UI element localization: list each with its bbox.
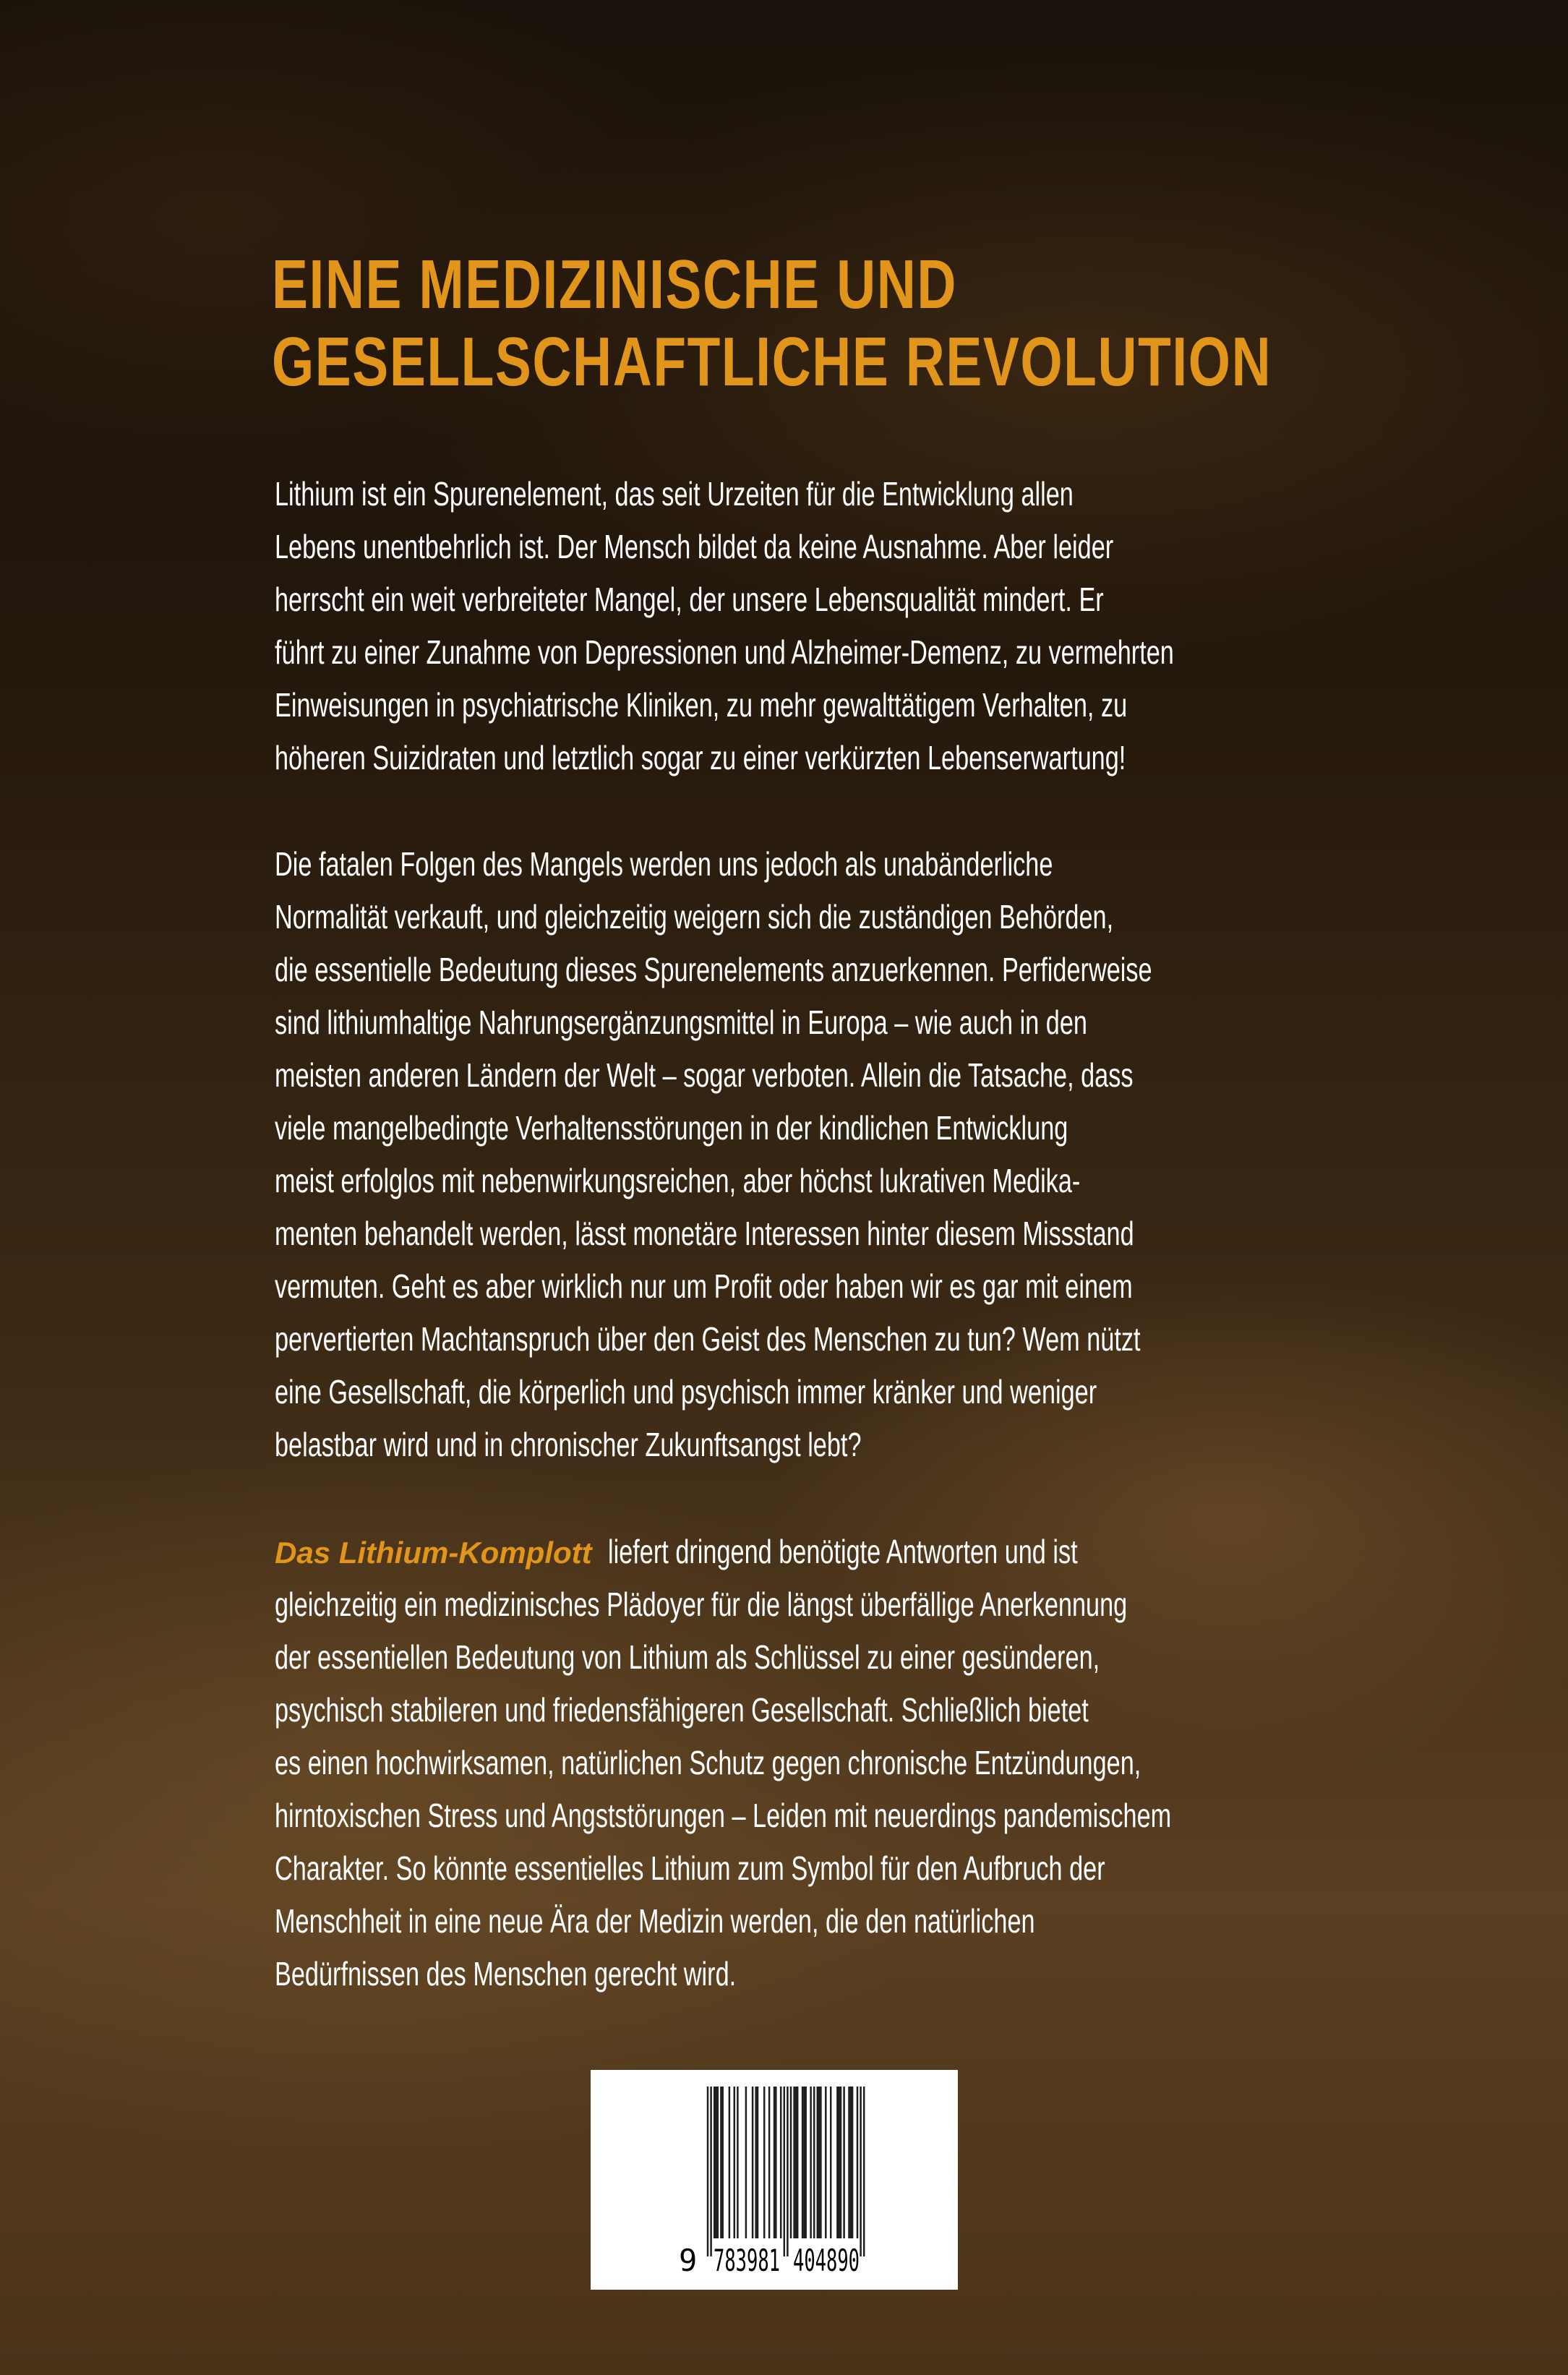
paragraph-intro: [275, 468, 1482, 784]
barcode-bar: [857, 2087, 859, 2238]
paragraph-line: pervertierten Machtanspruch über den Geist des Menschen zu tun? Wem nützt: [275, 1320, 1141, 1358]
paragraph-line: Die fatalen Folgen des Mangels werden uns jedoch als unabänderliche: [275, 845, 1053, 883]
barcode-bar: [830, 2087, 832, 2238]
barcode-digits-right: 404890: [793, 2243, 860, 2278]
barcode-bar: [810, 2087, 812, 2238]
paragraph-line: [275, 1525, 1478, 1578]
heading-line: EINE MEDIZINISCHE UND: [272, 246, 958, 323]
paragraph-line: Einweisungen in psychiatrische Kliniken, zu mehr gewalttätigem Verhalten, zu: [275, 686, 1128, 724]
barcode-bar: [720, 2087, 722, 2238]
paragraph-line: sind lithiumhaltige Nahrungsergänzungsmittel in Europa – wie auch in den: [275, 1004, 1087, 1041]
barcode-bar: [737, 2087, 739, 2238]
barcode-bar: [787, 2087, 789, 2256]
paragraph-line: der essentiellen Bedeutung von Lithium als Schlüssel zu einer gesünderen,: [275, 1638, 1100, 1676]
barcode-bar: [793, 2087, 795, 2238]
paragraph-line: Lebens unentbehrlich ist. Der Mensch bildet da keine Ausnahme. Aber leider: [275, 528, 1114, 565]
barcode-bar: [780, 2087, 782, 2238]
barcode-bar: [710, 2087, 712, 2256]
barcode-bar: [818, 2087, 821, 2238]
barcode-bar: [729, 2087, 731, 2238]
barcode-digit-first: 9: [679, 2243, 698, 2278]
paragraph-line: herrscht ein weit verbreiteter Mangel, der unsere Lebensqualität mindert. Er: [275, 581, 1104, 618]
barcode-bar: [803, 2087, 805, 2238]
barcode-bar: [848, 2087, 850, 2238]
barcode-bar: [774, 2087, 776, 2238]
barcode-digits-left: 783981: [714, 2243, 780, 2278]
barcode-bar: [734, 2087, 736, 2238]
barcode-bar: [850, 2087, 852, 2238]
barcode-bar: [752, 2087, 754, 2238]
barcode-bar: [820, 2087, 822, 2238]
barcode-bar: [805, 2087, 807, 2238]
barcode-bar: [784, 2087, 786, 2256]
isbn-barcode: [591, 2070, 958, 2290]
paragraph-line: Lithium ist ein Spurenelement, das seit Urzeiten für die Entwicklung allen: [275, 475, 1074, 513]
paragraph-line: psychisch stabileren und friedensfähigeren Gesellschaft. Schließlich bietet: [275, 1691, 1089, 1729]
barcode-bar: [721, 2087, 724, 2238]
barcode-bar: [717, 2087, 719, 2238]
barcode-bar: [838, 2087, 840, 2238]
barcode-bar: [843, 2087, 845, 2238]
back-cover-heading: [272, 246, 1272, 401]
paragraph-line: menten behandelt werden, lässt monetäre Interessen hinter diesem Missstand: [275, 1215, 1134, 1252]
barcode-bar: [755, 2087, 757, 2238]
paragraph-line: die essentielle Bedeutung dieses Spurenelements anzuerkennen. Perfiderweise: [275, 951, 1152, 988]
barcode-bar: [817, 2087, 819, 2238]
paragraph-line: eine Gesellschaft, die körperlich und psychisch immer kränker und weniger: [275, 1373, 1097, 1411]
line-text: liefert dringend benötigte Antworten und ist: [607, 1533, 1078, 1570]
heading-line: GESELLSCHAFTLICHE REVOLUTION: [272, 323, 1272, 401]
paragraph-line: Bedürfnissen des Menschen gerecht wird.: [275, 1955, 737, 1993]
paragraph-book-summary: [275, 1525, 1478, 2000]
paragraph-line: höheren Suizidraten und letztlich sogar zu einer verkürzten Lebenserwartung!: [275, 739, 1126, 776]
paragraph-line: Menschheit in eine neue Ära der Medizin werden, die den natürlichen: [275, 1902, 1035, 1940]
paragraph-line: meisten anderen Ländern der Welt – sogar verboten. Allein die Tatsache, dass: [275, 1056, 1134, 1094]
barcode-bar: [825, 2087, 827, 2238]
book-title: Das Lithium-Komplott: [275, 1536, 592, 1570]
paragraph-line: hirntoxischen Stress und Angststörungen – Leiden mit neuerdings pandemischem: [275, 1797, 1172, 1834]
barcode-bar: [840, 2087, 842, 2238]
paragraph-line: gleichzeitig ein medizinisches Plädoyer für die längst überfällige Anerkennung: [275, 1586, 1128, 1623]
barcode-bar: [797, 2087, 799, 2238]
paragraph-line: belastbar wird und in chronischer Zukunftsangst lebt?: [275, 1426, 862, 1463]
barcode-bar: [707, 2087, 709, 2256]
paragraph-line: vermuten. Geht es aber wirklich nur um Profit oder haben wir es gar mit einem: [275, 1267, 1133, 1305]
barcode-bar: [763, 2087, 766, 2238]
paragraph-line: es einen hochwirksamen, natürlichen Schutz gegen chronische Entzündungen,: [275, 1744, 1141, 1781]
barcode-bar: [745, 2087, 747, 2238]
paragraph-line: meist erfolglos mit nebenwirkungsreichen, aber höchst lukrativen Medika-: [275, 1162, 1081, 1199]
barcode-bar: [768, 2087, 771, 2238]
barcode-bar: [714, 2087, 716, 2238]
barcode-bar: [757, 2087, 759, 2238]
barcode-bar: [852, 2087, 854, 2238]
paragraph-line: viele mangelbedingte Verhaltensstörungen in der kindlichen Entwicklung: [275, 1109, 1068, 1147]
paragraph-line: Normalität verkauft, und gleichzeitig weigern sich die zuständigen Behörden,: [275, 898, 1114, 936]
paragraph-line: Charakter. So könnte essentielles Lithium zum Symbol für den Aufbruch der: [275, 1849, 1105, 1887]
barcode-bar: [802, 2087, 804, 2238]
barcode-bar: [863, 2087, 865, 2256]
barcode-bar: [836, 2087, 839, 2238]
paragraph-criticism: [275, 838, 1452, 1471]
barcode-graphic: [591, 2070, 958, 2290]
barcode-bar: [860, 2087, 862, 2256]
barcode-bar: [715, 2087, 717, 2238]
barcode-bar: [775, 2087, 777, 2238]
barcode-bar: [790, 2087, 792, 2238]
barcode-bar: [795, 2087, 797, 2238]
paragraph-line: führt zu einer Zunahme von Depressionen und Alzheimer-Demenz, zu vermehrten: [275, 633, 1174, 671]
barcode-bar: [813, 2087, 815, 2238]
